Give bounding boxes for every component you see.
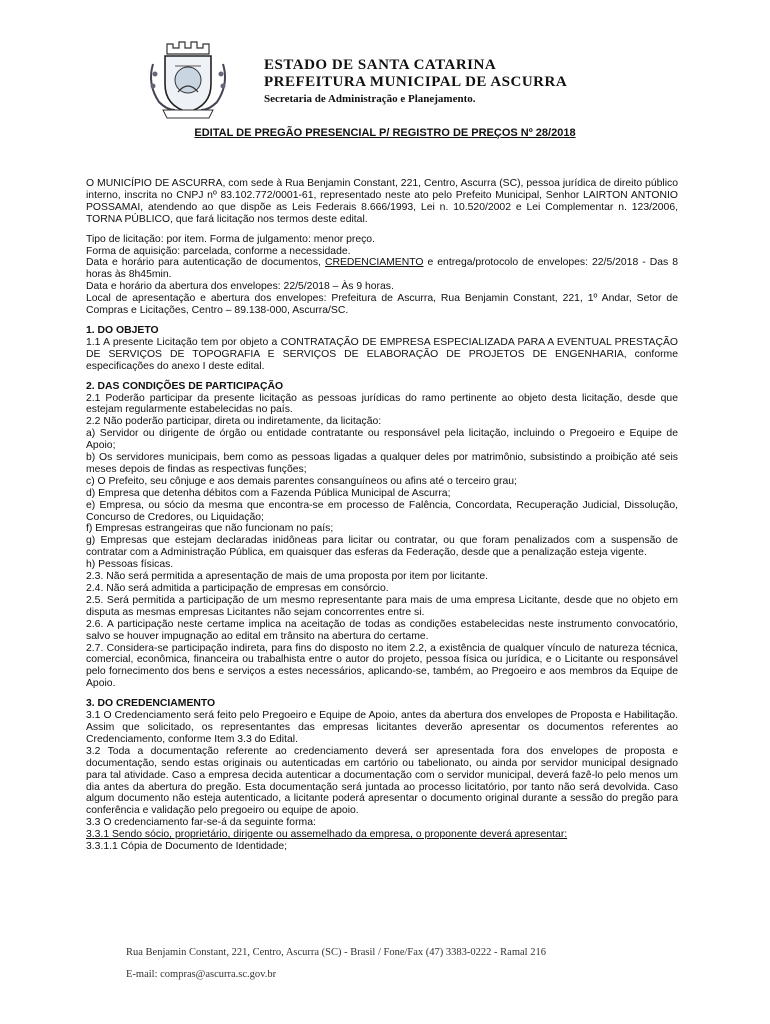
info-local: Local de apresentação e abertura dos envelopes: Prefeitura de Ascurra, Rua Benjamin Constant, 221, 1º Andar, Setor de Compras e Licitações, Centro – 89.138-000, Ascurra/SC. [86,293,678,317]
info-data-text: Data e horário para autenticação de documentos, [86,257,321,269]
section-2-line: a) Servidor ou dirigente de órgão ou entidade contratante ou responsável pela licitação, incluindo o Pregoeiro e Equipe de Apoio; [86,428,678,452]
section-2-line: 2.2 Não poderão participar, direta ou indiretamente, da licitação: [86,416,382,428]
section-2-line: 2.4. Não será admitida a participação de empresas em consórcio. [86,583,389,594]
prefecture-name: PREFEITURA MUNICIPAL DE ASCURRA [264,74,568,90]
section-2-line: 2.5. Será permitida a participação de um mesmo representante para mais de uma empresa Licitante, desde que no objeto em disputa as mesmas empresas Licitantes não sejam concorrentes entre si. [86,594,678,618]
section-2-line: 2.1 Poderão participar da presente licitação as pessoas jurídicas do ramo pertinente ao objeto desta licitação, desde que estejam regularmente estabelecidas no país. [86,392,678,416]
info-abertura: Data e horário da abertura dos envelopes: 22/5/2018 – Às 9 horas. [86,281,394,293]
section-2-line: f) Empresas estrangeiras que não funcionam no país; [86,523,334,535]
footer-email: E-mail: compras@ascurra.sc.gov.br [126,969,277,980]
section-2-line: e) Empresa, ou sócio da mesma que encontra-se em processo de Falência, Concordata, Recuperação Judicial, Dissolução, Concurso de Credores, ou Liquidação; [86,499,678,523]
info-data [86,257,678,281]
section-2-line: 2.7. Considera-se participação indireta, para fins do disposto no item 2.2, a existência de qualquer vínculo de natureza técnica, comercial, econômica, financeira ou trabalhista entre o autor do projeto, pessoa física ou jurídica, e o Licitante ou responsável pelo fornecimento dos bens e serviços a estes necessários, aplicando-se, também, ao Pregoeiro e aos membros da Equipe de Apoio. [86,642,678,690]
section-3-line: 3.1 O Credenciamento será feito pelo Pregoeiro e Equipe de Apoio, antes da abertura dos envelopes de Proposta e Habilitação. Assim que solicitado, os representantes das empresas licitantes deverão apresentar os documentos referentes ao Credenciamento, conforme Item 3.3 do Edital. [86,710,678,745]
info-tipo: Tipo de licitação: por item. Forma de julgamento: menor preço. [86,233,375,245]
section-1-title: 1. DO OBJETO [86,324,159,336]
section-2-line: 2.6. A participação neste certame implica na aceitação de todas as condições estabelecidas neste instrumento convocatório, salvo se houver impugnação ao edital em trânsito na abertura do certame. [86,618,678,642]
section-3-line: 3.2 Toda a documentação referente ao credenciamento deverá ser apresentada fora dos envelopes de proposta e documentação, sendo estas originais ou autenticadas em cartório ou tabelionato, ou ainda por servidor municipal designado para tal atividade. Caso a empresa decida autenticar a documentação com o servidor municipal, deverá fazê-lo pelo menos um dia antes da abertura do pregão. Esta documentação será juntada ao processo licitatório, por tanto não será devolvida. Caso algum documento não esteja autenticado, a licitante poderá apresentar o documento original durante a sessão do pregão para conferência e validação pelo pregoeiro ou equipe de apoio. [86,745,678,817]
letterhead [264,57,567,107]
footer-address: Rua Benjamin Constant, 221, Centro, Ascurra (SC) - Brasil / Fone/Fax (47) 3383-0222 - Ramal 216 [126,947,546,958]
section-2-line: g) Empresas que estejam declaradas inidôneas para licitar ou contratar, ou que foram penalizados com a suspensão de contratar com a Administração Pública, em quaisquer das esferas da Federação, desde que a penalização esteja vigente. [86,535,678,559]
section-2-line: b) Os servidores municipais, bem como as pessoas ligadas a qualquer deles por matrimônio, subsistindo a proibição até seis meses depois de findas as respectivas funções; [86,452,678,475]
section-3-last: 3.3.1.1 Cópia de Documento de Identidade; [86,841,288,853]
section-2-line: d) Empresa que detenha débitos com a Fazenda Pública Municipal de Ascurra; [86,487,451,499]
page-footer [126,942,546,986]
municipal-crest [145,40,229,122]
department-name: Secretaria de Administração e Planejamento. [264,93,476,105]
section-2-title: 2. DAS CONDIÇÕES DE PARTICIPAÇÃO [86,380,284,392]
section-1-paragraph: 1.1 A presente Licitação tem por objeto a CONTRATAÇÃO DE EMPRESA ESPECIALIZADA PARA A EVENTUAL PRESTAÇÃO DE SERVIÇOS DE TOPOGRAFIA E SERVIÇOS DE ELABORAÇÃO DE PROJETOS DE ENGENHARIA, conforme especificações do anexo I deste edital. [86,336,678,372]
state-name: ESTADO DE SANTA CATARINA [264,57,497,73]
document-body [86,178,678,853]
intro-paragraph: O MUNICÍPIO DE ASCURRA, com sede à Rua Benjamin Constant, 221, Centro, Ascurra (SC), pessoa jurídica de direito público interno, inscrita no CNPJ nº 83.102.772/0001-61, representado neste ato pelo Prefeito Municipal, Senhor LAIRTON ANTONIO POSSAMAI, atendendo ao que dispõe as Leis Federais 8.666/1993, Lei n. 10.520/2002 e Lei Complementar n. 123/2006, TORNA PÚBLICO, que fará licitação nos termos deste edital. [86,178,678,225]
info-forma: Forma de aquisição: parcelada, conforme a necessidade. [86,245,351,257]
info-data-text-2: e entrega/protocolo de envelopes: 22/5/2018 - Das 8 horas às 8h45min. [86,257,678,281]
section-2-line: 2.3. Não será permitida a apresentação de mais de uma proposta por item por licitante. [86,571,488,583]
section-3-line: 3.3 O credenciamento far-se-á da seguinte forma: [86,817,316,829]
section-3-underlined: 3.3.1 Sendo sócio, proprietário, dirigente ou assemelhado da empresa, o proponente deverá apresentar: [86,829,568,841]
section-3-title: 3. DO CREDENCIAMENTO [86,698,216,710]
credenciamento-link: CREDENCIAMENTO [324,257,424,269]
section-2-line: h) Pessoas físicas. [86,559,174,571]
document-title: EDITAL DE PREGÃO PRESENCIAL P/ REGISTRO DE PREÇOS Nº 28/2018 [194,127,576,139]
section-2-line: c) O Prefeito, seu cônjuge e aos demais parentes consanguíneos ou afins até o terceiro grau; [86,475,517,487]
